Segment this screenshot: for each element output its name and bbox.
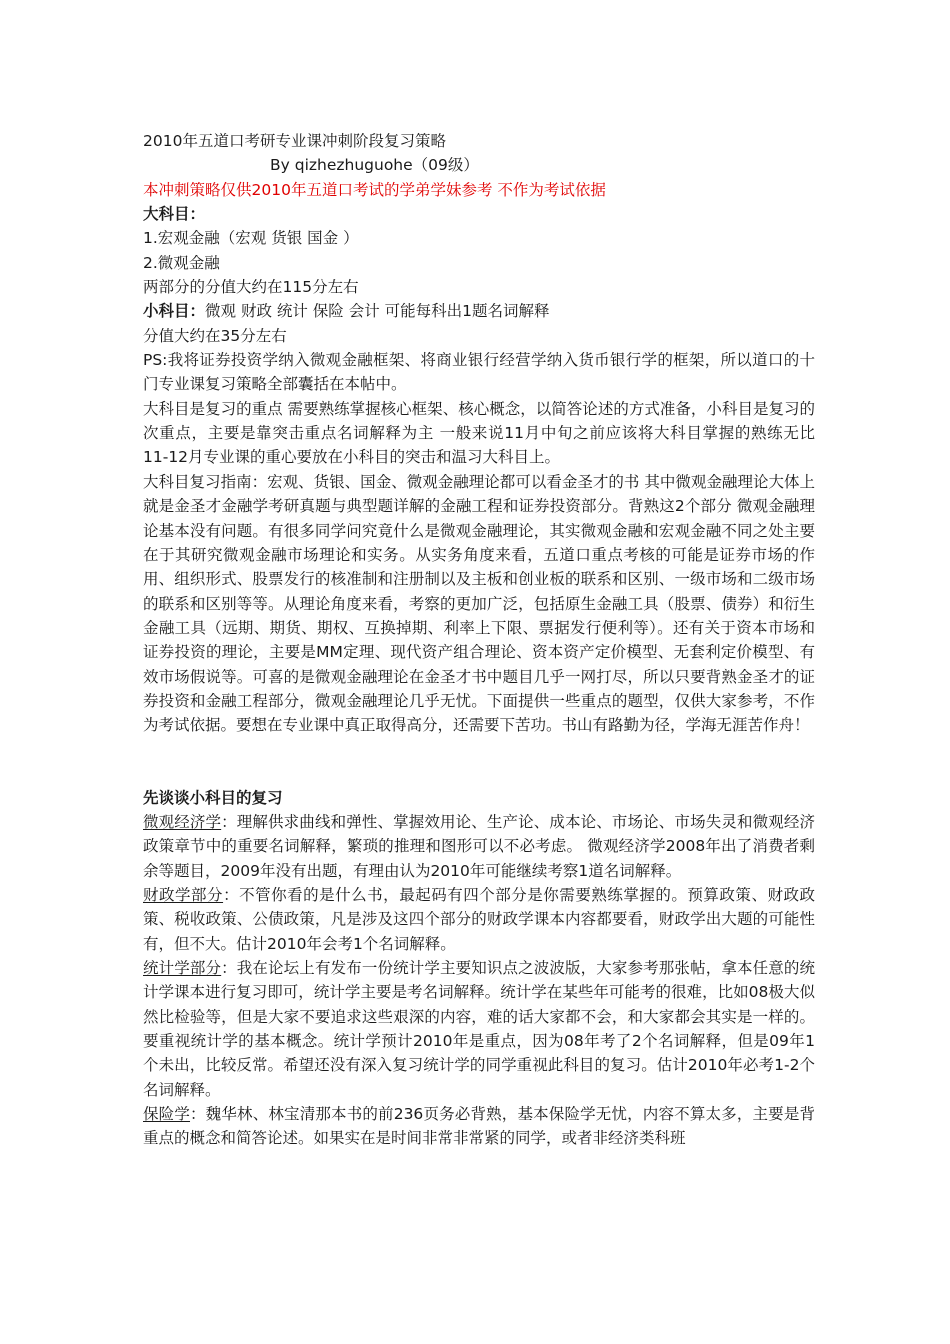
subject-paragraph-insurance <box>143 1102 815 1151</box>
subject-text: ：理解供求曲线和弹性、掌握效用论、生产论、成本论、市场论、市场失灵和微观经济政策章节中的重要名词解释，繁琐的推理和图形可以不必考虑。 微观经济学2008年出了消费者剩余等题目，2009年没有出题，有理由认为2010年可能继续考察1道名词解释。 <box>143 812 815 880</box>
document-body <box>143 129 815 1151</box>
subject-name: 保险学 <box>143 1105 191 1124</box>
subject-paragraph-finance <box>143 883 815 956</box>
document-title: 2010年五道口考研专业课冲刺阶段复习策略 <box>143 132 446 150</box>
subject-name: 财政学部分 <box>143 885 224 904</box>
focus-paragraph: 大科目是复习的重点 需要熟练掌握核心框架、核心概念，以简答论述的方式准备，小科目是复习的次重点，主要是靠突击重点名词解释为主 一般来说11月中旬之前应该将大科目掌握的熟练无比 11-12月专业课的重心要放在小科目的突击和温习大科目上。 <box>143 399 815 467</box>
big-subjects-heading: 大科目： <box>143 205 206 224</box>
guide-paragraph: 大科目复习指南：宏观、货银、国金、微观金融理论都可以看金圣才的书 其中微观金融理论大体上就是金圣才金融学考研真题与典型题详解的金融工程和证券投资部分。背熟这2个部分 微观金融理论基本没有问题。有很多同学问究竟什么是微观金融理论，其实微观金融和宏观金融不同之处主要在于其研究微观金融市场理论和实务。从实务角度来看，五道口重点考核的可能是证券市场的作用、组织形式、股票发行的核准制和注册制以及主板和创业板的联系和区别、一级市场和二级市场的联系和区别等等。从理论角度来看，考察的更加广泛，包括原生金融工具（股票、债券）和衍生金融工具（远期、期货、期权、互换掉期、利率上下限、票据发行便利等）。还有关于资本市场和证券投资的理论，主要是MM定理、现代资产组合理论、资本资产定价模型、无套利定价模型、有效市场假说等。可喜的是微观金融理论在金圣才书中题目几乎一网打尽，所以只要背熟金圣才的证券投资和金融工程部分，微观金融理论几乎无忧。下面提供一些重点的题型，仅供大家参考，不作为考试依据。要想在专业课中真正取得高分，还需要下苦功。书山有路勤为径，学海无涯苦作舟！ <box>143 472 815 735</box>
subject-paragraph-micro <box>143 810 815 883</box>
subject-text: ：魏华林、林宝清那本书的前236页务必背熟，基本保险学无忧，内容不算太多，主要是背重点的概念和简答论述。如果实在是时间非常非常紧的同学，或者非经济类科班 <box>143 1105 815 1148</box>
small-subjects-line <box>143 299 815 323</box>
subject-text: ：我在论坛上有发布一份统计学主要知识点之波波版，大家参考那张帖，拿本任意的统计学课本进行复习即可，统计学主要是考名词解释。统计学在某些年可能考的很难，比如08极大似然比检验等，但是大家不要追求这些艰深的内容，难的话大家都不会，和大家都会其实是一样的。要重视统计学的基本概念。统计学预计2010年是重点，因为08年考了2个名词解释，但是09年1个未出，比较反常。希望还没有深入复习统计学的同学重视此科目的复习。估计2010年必考1-2个名词解释。 <box>143 959 815 1099</box>
spacer <box>143 738 815 786</box>
subject-paragraph-statistics <box>143 956 815 1102</box>
notice-line: 本冲刺策略仅供2010年五道口考试的学弟学妹参考 不作为考试依据 <box>143 180 606 199</box>
big-subject-item: 1.宏观金融（宏观 货银 国金 ） <box>143 229 359 248</box>
subject-text: ：不管你看的是什么书，最起码有四个部分是你需要熟练掌握的。预算政策、财政政策、税收政策、公债政策，凡是涉及这四个部分的财政学课本内容都要看，财政学出大题的可能性有，但不大。估计2010年会考1个名词解释。 <box>143 885 815 953</box>
subject-name: 统计学部分 <box>143 959 222 977</box>
small-subjects-text: 微观 财政 统计 保险 会计 可能每科出1题名词解释 <box>205 302 550 321</box>
big-subjects-score: 两部分的分值大约在115分左右 <box>143 278 359 297</box>
subject-name: 微观经济学 <box>143 812 222 831</box>
big-subject-item: 2.微观金融 <box>143 253 220 272</box>
small-subjects-score: 分值大约在35分左右 <box>143 326 287 345</box>
small-subjects-heading: 小科目： <box>143 302 206 321</box>
author-line: By qizhezhuguohe（09级） <box>270 156 479 175</box>
ps-paragraph: PS:我将证券投资学纳入微观金融框架、将商业银行经营学纳入货币银行学的框架，所以道口的十门专业课复习策略全部囊括在本帖中。 <box>143 351 815 394</box>
section-heading: 先谈谈小科目的复习 <box>143 788 283 807</box>
